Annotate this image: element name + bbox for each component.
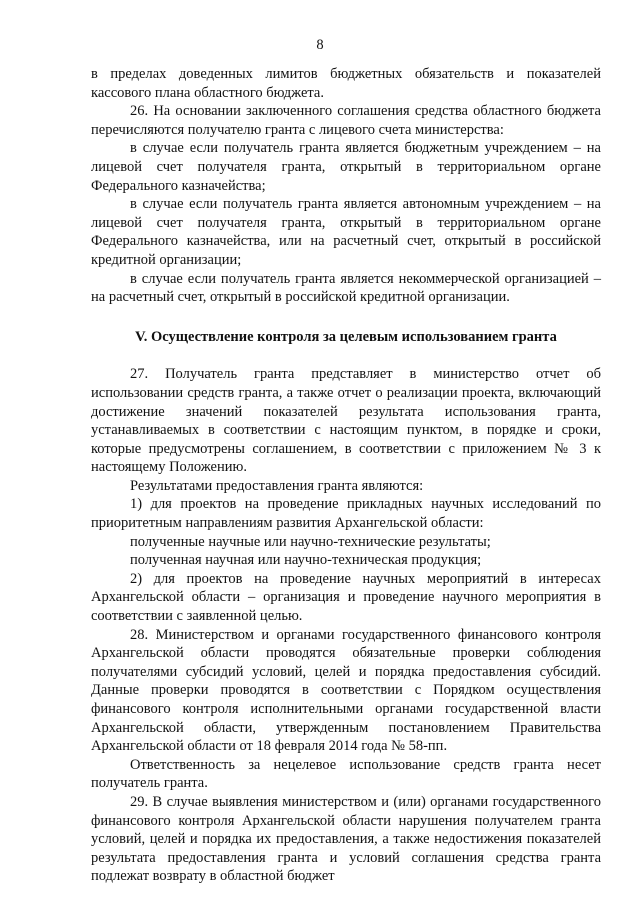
paragraph: в пределах доведенных лимитов бюджетных обязательств и показателей кассового плана областного бюджета. <box>91 66 601 101</box>
paragraph: 29. В случае выявления министерством и (или) органами государственного финансового контроля Архангельской области нарушения получателем гранта условий, целей и порядка их предоставления, а также недостижения показателей результата предоставления гранта и условий соглашения средства гранта подлежат возврату в областной бюджет <box>91 793 601 885</box>
paragraph: 27. Получатель гранта представляет в министерство отчет об использовании средств гранта, а также отчет о реализации проекта, включающий достижение значений показателей результата использования гранта, устанавливаемых в соответствии с настоящим пунктом, в порядке и сроки, которые предусмотрены соглашением, в соответствии с приложением № 3 к настоящему Положению. <box>91 366 601 476</box>
paragraph: 28. Министерством и органами государственного финансового контроля Архангельской области проводятся обязательные проверки соблюдения получателями субсидий условий, целей и порядка предоставления субсидий. Данные проверки проводятся в соответствии с Порядком осуществления финансового контроля исполнительными органами государственной власти Архангельской области, утвержденным постановлением Правительства Архангельской области от 18 февраля 2014 года № 58-пп. <box>91 626 601 755</box>
paragraph: полученная научная или научно-техническая продукция; <box>130 552 482 569</box>
paragraph: в случае если получатель гранта является автономным учреждением – на лицевой счет получателя гранта, открытый в территориальном органе Федерального казначейства, или на расчетный счет, открытый в российской кредитной организации; <box>91 196 601 268</box>
paragraph: в случае если получатель гранта является бюджетным учреждением – на лицевой счет получателя гранта, открытый в территориальном органе Федерального казначейства; <box>91 140 601 194</box>
paragraph: в случае если получатель гранта является некоммерческой организацией – на расчетный счет, открытый в российской кредитной организации. <box>91 270 601 306</box>
section-heading: V. Осуществление контроля за целевым использованием гранта <box>135 328 557 345</box>
paragraph: 26. На основании заключенного соглашения средства областного бюджета перечисляются получателю гранта с лицевого счета министерства: <box>91 103 601 138</box>
document-body <box>91 65 601 886</box>
paragraph: полученные научные или научно-технические результаты; <box>130 533 491 550</box>
paragraph: 1) для проектов на проведение прикладных научных исследований по приоритетным направлениям развития Архангельской области: <box>91 496 601 532</box>
page-number: 8 <box>316 37 324 53</box>
paragraph: Результатами предоставления гранта являются: <box>130 477 424 494</box>
paragraph: 2) для проектов на проведение научных мероприятий в интересах Архангельской области – организация и проведение научного мероприятия в соответствии с заявленной целью. <box>91 570 601 625</box>
paragraph: Ответственность за нецелевое использование средств гранта несет получатель гранта. <box>91 756 601 792</box>
